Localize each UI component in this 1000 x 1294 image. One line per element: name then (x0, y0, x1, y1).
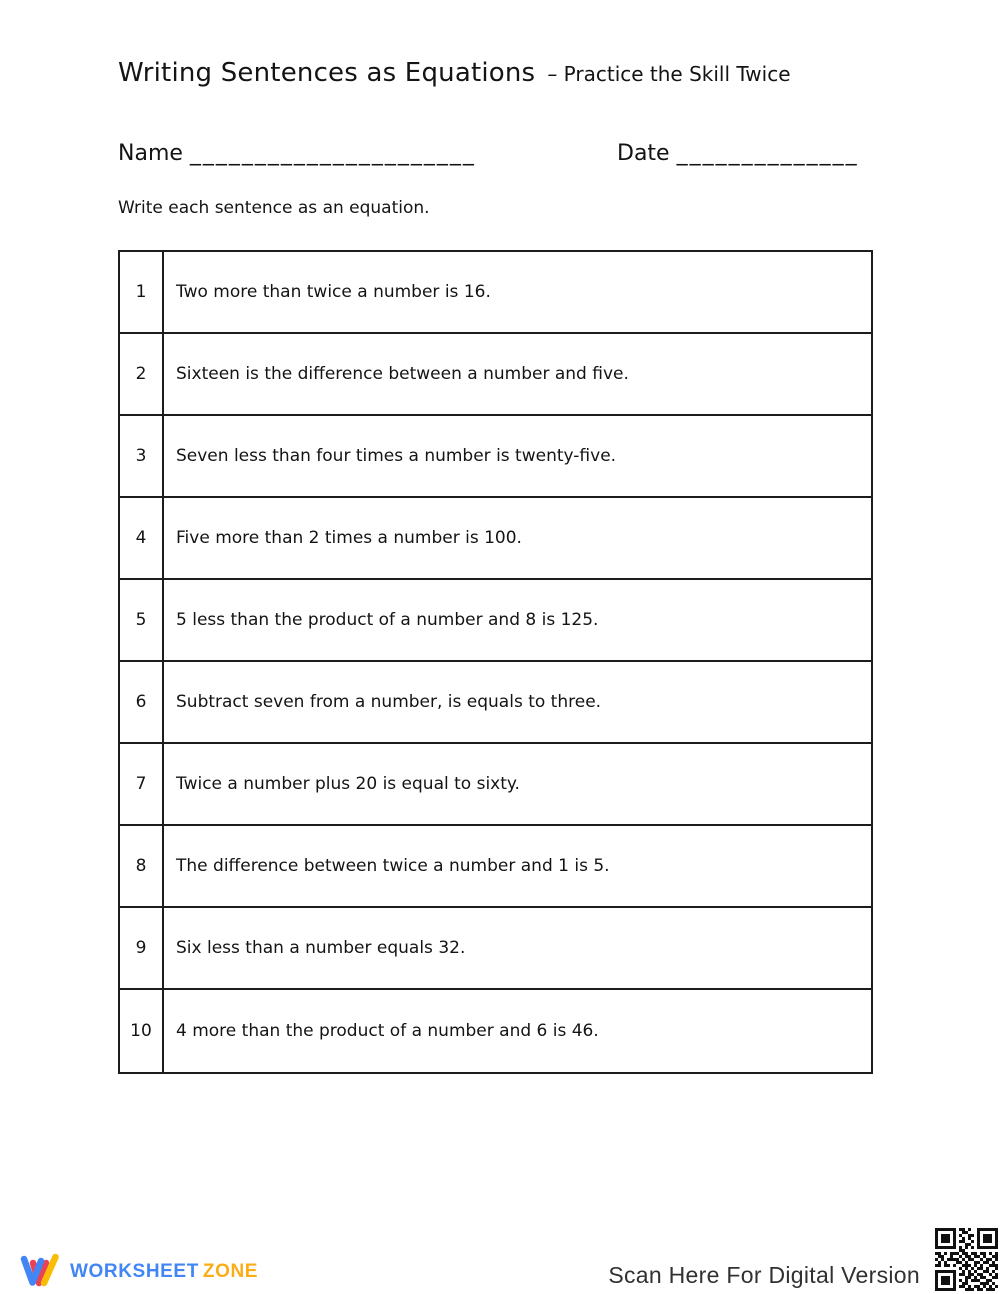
problem-sentence: Seven less than four times a number is twenty-five. (176, 446, 617, 466)
brand-name-zone: ZONE (202, 1261, 259, 1282)
worksheetzone-w-logo-icon (20, 1250, 64, 1294)
name-label: Name (118, 141, 183, 166)
brand-name (70, 1261, 258, 1283)
problem-number: 2 (120, 334, 164, 414)
date-blank-line: ______________ (676, 141, 859, 166)
problem-number: 8 (120, 826, 164, 906)
instruction-text: Write each sentence as an equation. (118, 198, 430, 218)
problem-number: 6 (120, 662, 164, 742)
problem-sentence: The difference between twice a number and 1 is 5. (176, 856, 610, 876)
table-row (120, 826, 871, 908)
problems-table (118, 250, 873, 1074)
table-row (120, 908, 871, 990)
problem-number: 10 (120, 990, 164, 1072)
problem-sentence: Two more than twice a number is 16. (176, 282, 491, 302)
problem-sentence: 5 less than the product of a number and 8 is 125. (176, 610, 599, 630)
table-row (120, 662, 871, 744)
date-label: Date (617, 141, 670, 166)
problem-number: 5 (120, 580, 164, 660)
table-row (120, 334, 871, 416)
date-field (617, 141, 859, 166)
problem-number: 1 (120, 252, 164, 332)
table-row (120, 990, 871, 1072)
table-row (120, 498, 871, 580)
problem-number: 7 (120, 744, 164, 824)
problem-sentence: Five more than 2 times a number is 100. (176, 528, 522, 548)
problem-number: 3 (120, 416, 164, 496)
table-row (120, 416, 871, 498)
page-title (118, 58, 791, 88)
title-main: Writing Sentences as Equations (118, 58, 536, 88)
problem-number: 9 (120, 908, 164, 988)
scan-here-text: Scan Here For Digital Version (608, 1262, 920, 1288)
name-blank-line: ______________________ (189, 141, 476, 166)
problem-sentence: 4 more than the product of a number and 6 is 46. (176, 1021, 599, 1041)
brand-name-worksheet: WORKSHEET (70, 1261, 199, 1282)
problem-number: 4 (120, 498, 164, 578)
problem-sentence: Subtract seven from a number, is equals to three. (176, 692, 602, 712)
problem-sentence: Twice a number plus 20 is equal to sixty. (176, 774, 520, 794)
title-subtitle: – Practice the Skill Twice (547, 62, 791, 86)
table-row (120, 580, 871, 662)
name-field (118, 141, 476, 166)
brand-logo (20, 1250, 258, 1294)
table-row (120, 252, 871, 334)
table-row (120, 744, 871, 826)
problem-sentence: Six less than a number equals 32. (176, 938, 466, 958)
qr-code-icon (935, 1228, 998, 1291)
problem-sentence: Sixteen is the difference between a number and five. (176, 364, 629, 384)
